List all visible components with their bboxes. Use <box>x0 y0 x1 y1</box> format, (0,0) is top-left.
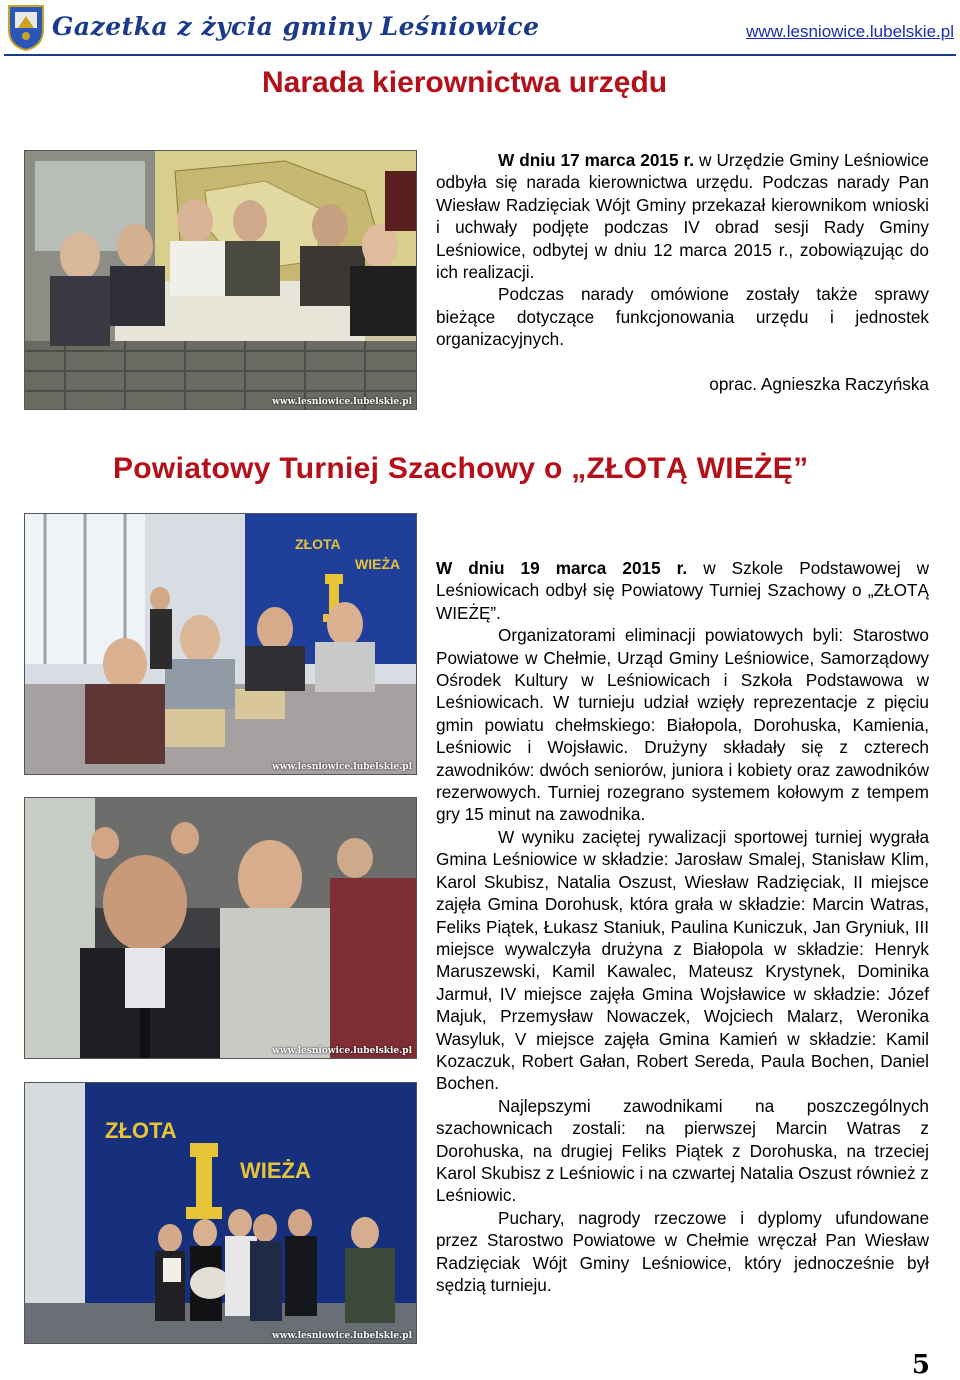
photo-watermark: www.lesniowice.lubelskie.pl <box>272 762 412 772</box>
photo-watermark: www.lesniowice.lubelskie.pl <box>272 1046 412 1056</box>
paragraph: Organizatorami eliminacji powiatowych byli: Starostwo Powiatowe w Chełmie, Urząd Gminy Leśniowice, Samorządowy Ośrodek Kultury w Leśniowicach i Szkoła Podstawowa w Leśniowicach. W turnieju udział wzięły reprezentacje z pięciu gmin powiatu chełmskiego: Białopola, Dorohuska, Kamienia, Leśniowic i Wojsławic. Drużyny składały się z czterech zawodników: dwóch seniorów, juniora i kobiety oraz zawodników rezerwowych. Turniej rozegrano systemem kołowym z tempem gry 15 minut na zawodnika. <box>436 625 929 825</box>
paragraph-text: w Urzędzie Gminy Leśniowice odbyła się narada kierownictwa urzędu. Podczas narady Pan Wiesław Radzięciak Wójt Gminy przekazał kierownikom wnioski i uchwały podjęte podczas IV obrad sesji Rady Gminy Leśniowice, odbytej w dniu 12 marca 2015 r., zobowiązując do ich realizacji. <box>436 150 929 283</box>
meeting-scene-image <box>25 151 416 409</box>
article-title-chess: Powiatowy Turniej Szachowy o „ZŁOTĄ WIEŻĘ” <box>113 452 809 485</box>
banner-zlota: ZŁOTA <box>295 536 341 552</box>
meeting-photo <box>24 150 417 410</box>
article-title-meeting: Narada kierownictwa urzędu <box>262 66 668 99</box>
chess-tournament-photo-1 <box>24 513 417 775</box>
paragraph: W wyniku zaciętej rywalizacji sportowej turniej wygrała Gmina Leśniowice w składzie: Jarosław Smalej, Stanisław Klim, Karol Skubisz, Natalia Oszust, Wiesław Radzięciak, II miejsce zajęła Gmina Dorohusk, która grała w składzie: Marcin Watras, Feliks Piątek, Łukasz Staniuk, Paulina Kuniczuk, Jan Gryniuk, III miejsce wywalczyła drużyna z Białopola w składzie: Henryk Maruszewski, Kamil Kawalec, Mateusz Krystynek, Dominika Jarmuł, IV miejsce zajęła Gmina Wojsławice w składzie: Józef Majuk, Przemysław Nowaczek, Wojciech Malarz, Weronika Wasyluk, V miejsce zajęła Gmina Kamień w składzie: Kamil Kozaczuk, Robert Gałan, Robert Sereda, Paula Bochen, Daniel Bochen. <box>436 826 929 1094</box>
date-lead: W dniu 17 marca 2015 r. <box>498 150 695 170</box>
date-lead: W dniu 19 marca 2015 r. <box>436 558 688 578</box>
author-signature: oprac. Agnieszka Raczyńska <box>709 373 929 394</box>
chess-tournament-photo-2 <box>24 797 417 1059</box>
article-body-chess <box>436 557 929 1296</box>
chess-tournament-photo-3 <box>24 1082 417 1344</box>
paragraph <box>436 557 929 624</box>
photo-watermark: www.lesniowice.lubelskie.pl <box>272 397 412 407</box>
masthead <box>0 0 960 60</box>
paragraph-text: w Szkole Podstawowej w Leśniowicach odbył się Powiatowy Turniej Szachowy o „ZŁOTĄ WIEŻĘ”. <box>436 558 929 623</box>
header-divider <box>4 54 956 56</box>
banner-wieza: WIEŻA <box>355 556 401 572</box>
banner-wieza: WIEŻA <box>240 1158 311 1183</box>
chess-scene-image <box>25 514 416 774</box>
paragraph <box>436 149 929 283</box>
page-number: 5 <box>911 1350 930 1380</box>
paragraph: Podczas narady omówione zostały także sprawy bieżące dotyczące funkcjonowania urzędu i jednostek organizacyjnych. <box>436 284 929 350</box>
paragraph: Najlepszymi zawodnikami na poszczególnych szachownicach zostali: na pierwszej Marcin Watras z Dorohuska, na drugiej Feliks Piątek z Dorohuska, na trzeciej Karol Skubisz z Leśniowic i na czwartej Natalia Oszust również z Leśniowic. <box>436 1095 929 1206</box>
coat-of-arms-icon <box>6 2 46 52</box>
article-body-meeting <box>436 149 929 395</box>
players-scene-image <box>25 798 416 1058</box>
website-link[interactable]: www.lesniowice.lubelskie.pl <box>746 22 954 41</box>
photo-watermark: www.lesniowice.lubelskie.pl <box>272 1331 412 1341</box>
banner-zlota: ZŁOTA <box>105 1118 177 1143</box>
winners-scene-image <box>25 1083 416 1343</box>
masthead-title: Gazetka z życia gminy Leśniowice <box>52 12 540 41</box>
paragraph: Puchary, nagrody rzeczowe i dyplomy ufundowane przez Starostwo Powiatowe w Chełmie wręczał Pan Wiesław Radzięciak Wójt Gminy Leśniowice, który jednocześnie był sędzią turnieju. <box>436 1207 929 1295</box>
